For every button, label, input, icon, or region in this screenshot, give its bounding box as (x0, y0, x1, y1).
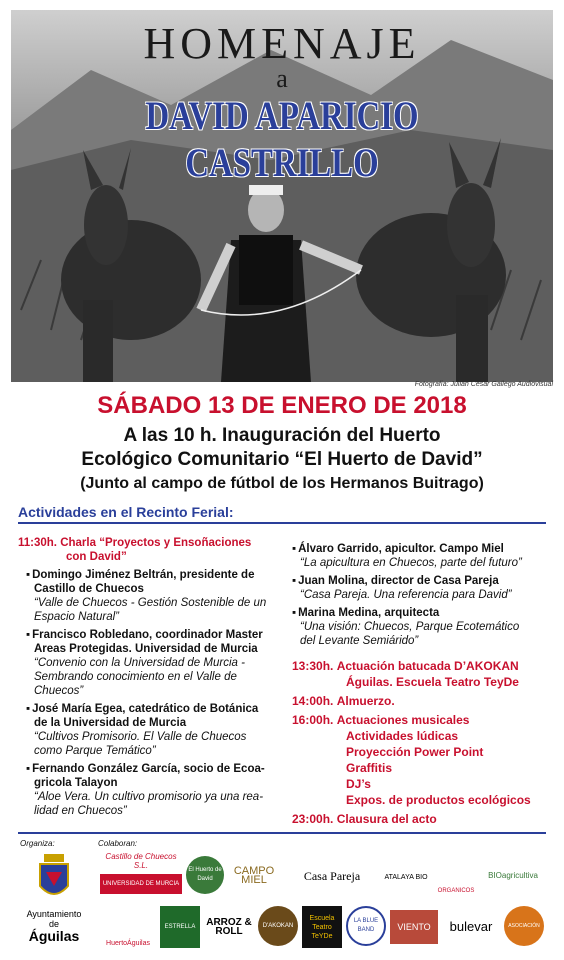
speaker-4 (18, 762, 280, 818)
speaker-7 (292, 606, 554, 648)
speaker-quote: “Casa Pareja. Una referencia para David” (300, 589, 512, 601)
inauguration-line-2: Ecológico Comunitario “El Huerto de David” (81, 449, 483, 470)
speaker-quote: “Aloe Vera. Un cultivo promisorio ya una rea- (34, 791, 264, 803)
colaboran-label: Colaboran: (98, 839, 138, 848)
speaker-quote: “Una visión: Chuecos, Parque Ecotemático (300, 621, 520, 633)
hero-photo (11, 10, 553, 382)
speaker-name-2: gricola Talayon (34, 777, 118, 789)
logo-organicos: ORGANICOS (437, 888, 475, 894)
speaker-quote: “La apicultura en Chuecos, parte del futuro” (300, 557, 522, 569)
time-1600: 16:00h. (292, 713, 334, 727)
coat-of-arms-icon (36, 852, 72, 904)
speaker-name: ▪ Francisco Robledano, coordinador Master (26, 628, 280, 642)
event-date: SÁBADO 13 DE ENERO DE 2018 (97, 392, 467, 419)
schedule (292, 658, 554, 827)
logo-escuela-teyde: Escuela Teatro TeYDe (302, 906, 342, 948)
title-homenaje: HOMENAJE (143, 19, 421, 68)
speaker-quote-2: del Levante Semiárido” (300, 635, 419, 647)
schedule-1400 (292, 693, 554, 709)
speaker-quote: “Convenio con la Universidad de Murcia - (34, 657, 245, 669)
speaker-quote: “Cultivos Promisorio. El Valle de Chuecos (34, 731, 247, 743)
time-2300: 23:00h. (292, 812, 334, 826)
speaker-5 (292, 542, 554, 570)
logo-castillo-chuecos: Castillo de Chuecos S.L. (105, 852, 177, 870)
logo-bioagricultiva: BIOagricultiva (488, 870, 538, 880)
speaker-name: ▪ Domingo Jiménez Beltrán, presidente de (26, 568, 280, 582)
event-1600-3: Graffitis (346, 761, 393, 775)
inauguration-text (0, 424, 564, 496)
logo-huerto-david: El Huerto de David (186, 856, 224, 894)
logo-bulevar: bulevar (449, 918, 493, 934)
speaker-6 (292, 574, 554, 602)
event-1600-1: Actividades lúdicas (346, 729, 459, 743)
schedule-2300 (292, 811, 554, 827)
schedule-1600 (292, 712, 554, 728)
event-1600-4: DJ’s (346, 777, 371, 791)
activities-left-column (18, 536, 280, 822)
inauguration-line-3: (Junto al campo de fútbol de los Hermanos Buitrago) (80, 475, 484, 492)
schedule-1330 (292, 658, 554, 674)
speaker-name-2: de la Universidad de Murcia (34, 717, 187, 729)
time-1400: 14:00h. (292, 694, 334, 708)
speaker-2 (18, 628, 280, 698)
event-1400: Almuerzo. (336, 694, 395, 708)
ayto-line-1: Ayuntamiento (26, 909, 82, 919)
event-2300: Clausura del acto (336, 812, 437, 826)
divider-top (18, 522, 546, 524)
logo-campo-miel: CAMPO MIEL (233, 865, 275, 886)
logo-viento: VIENTO (390, 910, 438, 944)
logo-estrella: ESTRELLA (160, 906, 200, 948)
speaker-name: ▪ José María Egea, catedrático de Botánica (26, 702, 280, 716)
speaker-name: ▪ Álvaro Garrido, apicultor. Campo Miel (292, 542, 554, 556)
speaker-name: ▪ Juan Molina, director de Casa Pareja (292, 574, 554, 588)
speaker-quote-3: Chuecos” (34, 685, 84, 697)
event-1330-a: Actuación batucada D’AKOKAN (336, 659, 519, 673)
speaker-quote-2: Sembrando conocimiento en el Valle de (34, 671, 237, 683)
speaker-quote-2: Espacio Natural” (34, 611, 120, 623)
event-1600-0: Actuaciones musicales (336, 713, 470, 727)
logo-blue-band: LA BLUE BAND (346, 906, 386, 946)
speaker-1 (18, 568, 280, 624)
charla (18, 536, 280, 564)
logo-huerto-aguilas: HuertoÁguilas (106, 940, 150, 947)
charla-time: 11:30h. (18, 537, 57, 549)
speaker-name-2: Castillo de Chuecos (34, 583, 144, 595)
ayto-line-3: Águilas (28, 928, 80, 944)
inauguration-line-1: A las 10 h. Inauguración del Huerto (123, 425, 441, 446)
divider-bottom (18, 832, 546, 834)
logo-casa-pareja: Casa Pareja (303, 868, 361, 883)
logo-dakokan: D'AKOKAN (258, 906, 298, 946)
event-1600-2: Proyección Power Point (346, 745, 484, 759)
speaker-3 (18, 702, 280, 758)
time-1330: 13:30h. (292, 659, 334, 673)
speaker-name-2: Areas Protegidas. Universidad de Murcia (34, 643, 258, 655)
event-1600-5: Expos. de productos ecológicos (346, 793, 531, 807)
ayto-line-2: de (48, 919, 59, 929)
speaker-name: ▪ Marina Medina, arquitecta (292, 606, 554, 620)
logo-atalaya-bio: ATALAYA BIO (384, 873, 428, 881)
logo-arroz-roll: ARROZ & ROLL (206, 917, 252, 937)
speaker-quote-2: como Parque Temático” (34, 745, 156, 757)
ayuntamiento-aguilas (14, 852, 94, 943)
photo-credit: Fotografía: Julian Cesar Gallego Audiovisual (414, 381, 553, 388)
organiza-label: Organiza: (20, 839, 55, 848)
logo-asociacion: ASOCIACIÓN (504, 906, 544, 946)
speaker-name: ▪ Fernando González García, socio de Ecoa- (26, 762, 280, 776)
title-a: a (276, 64, 288, 93)
speaker-quote: “Valle de Chuecos - Gestión Sostenible de un (34, 597, 267, 609)
honoree-name: DAVID APARICIO CASTRILLO (145, 93, 419, 185)
charla-title-2: con David” (66, 551, 127, 563)
logo-universidad-murcia: UNIVERSIDAD DE MURCIA (100, 874, 182, 894)
activities-heading: Actividades en el Recinto Ferial: (18, 504, 234, 520)
speaker-quote-2: lidad en Chuecos” (34, 805, 127, 817)
activities-right-column (292, 542, 554, 827)
charla-title-1: Charla “Proyectos y Ensoñaciones (60, 537, 252, 549)
event-1330-b: Águilas. Escuela Teatro TeyDe (346, 675, 519, 689)
